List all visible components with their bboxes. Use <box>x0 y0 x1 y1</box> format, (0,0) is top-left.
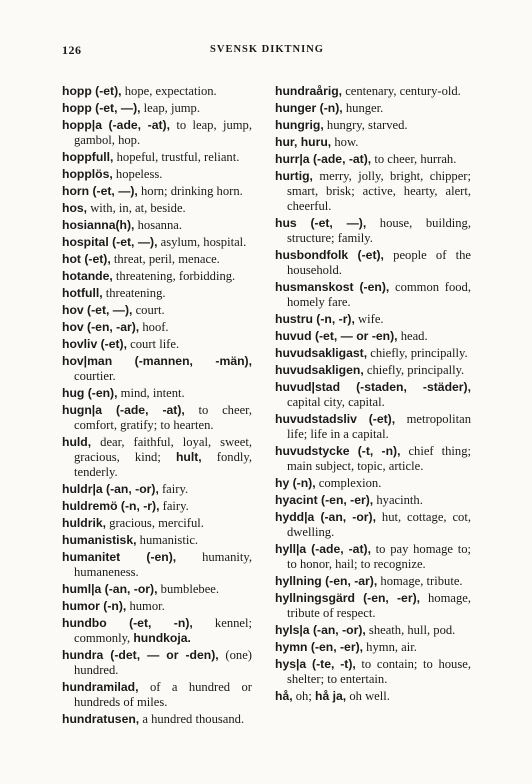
headword: hurtig, <box>275 169 313 183</box>
headword: hustru (-n, -r), <box>275 312 355 326</box>
headword: husbondfolk (-et), <box>275 248 384 262</box>
headword: hundra (-det, — or -den), <box>62 648 219 662</box>
definition: fairy. <box>158 482 189 496</box>
headword: hovliv (-et), <box>62 337 128 351</box>
dictionary-entry <box>275 574 471 589</box>
dictionary-entry <box>275 493 471 508</box>
dictionary-entry <box>62 303 252 318</box>
dictionary-entry <box>62 320 252 335</box>
headword: husmanskost (-en), <box>275 280 390 294</box>
dictionary-entry <box>275 346 471 361</box>
definition: with, in, at, beside. <box>87 201 186 215</box>
running-title: SVENSK DIKTNING <box>210 44 324 55</box>
definition: to cheer, comfort, gratify; to hearten. <box>74 403 252 432</box>
headword: hopp (-et, —), <box>62 101 141 115</box>
dictionary-entry <box>62 648 252 678</box>
definition: dear, faithful, loyal, sweet, gracious, kind; <box>74 435 252 464</box>
headword: hyllning (-en, -ar), <box>275 574 378 588</box>
headword: hy (-n), <box>275 476 316 490</box>
headword: huvudsakligast, <box>275 346 368 360</box>
dictionary-entry <box>62 235 252 250</box>
dictionary-entry <box>62 252 252 267</box>
dictionary-entry <box>62 118 252 148</box>
dictionary-entry <box>62 582 252 597</box>
dictionary-entry <box>62 516 252 531</box>
headword: huvudstycke (-t, -n), <box>275 444 401 458</box>
dictionary-entry <box>275 329 471 344</box>
dictionary-entry <box>62 218 252 233</box>
definition: oh; <box>292 689 315 703</box>
dictionary-entry <box>62 599 252 614</box>
headword: hotfull, <box>62 286 103 300</box>
definition: hut, cottage, cot, dwelling. <box>287 510 471 539</box>
dictionary-entry <box>275 216 471 246</box>
dictionary-entry <box>275 152 471 167</box>
dictionary-entry <box>275 510 471 540</box>
headword: huvud|stad (-staden, -städer), <box>275 380 471 394</box>
dictionary-entry <box>62 680 252 710</box>
definition-continued: fondly, tenderly. <box>74 450 252 479</box>
headword: huldr|a (-an, -or), <box>62 482 159 496</box>
headword: hur, huru, <box>275 135 332 149</box>
dictionary-entry <box>62 386 252 401</box>
definition: hoof. <box>139 320 169 334</box>
headword: hus (-et, —), <box>275 216 367 230</box>
definition: of a hundred or hundreds of miles. <box>74 680 252 709</box>
definition: leap, jump. <box>140 101 200 115</box>
dictionary-entry <box>275 591 471 621</box>
definition: horn; drinking horn. <box>137 184 243 198</box>
headword: huvudsakligen, <box>275 363 364 377</box>
definition: to pay homage to; to honor, hail; to recognize. <box>287 542 471 571</box>
dictionary-entry <box>62 482 252 497</box>
definition: wife. <box>354 312 384 326</box>
headword: huvud (-et, — or -en), <box>275 329 398 343</box>
definition: house, building, structure; family. <box>287 216 471 245</box>
headword: hyacint (-en, -er), <box>275 493 374 507</box>
definition: gracious, merciful. <box>106 516 204 530</box>
headword: hotande, <box>62 269 113 283</box>
dictionary-entry <box>62 269 252 284</box>
definition: head. <box>397 329 428 343</box>
definition: merry, jolly, bright, chipper; smart, brisk; active, hearty, alert, cheerful. <box>287 169 471 213</box>
dictionary-entry <box>275 640 471 655</box>
headword: hopp|a (-ade, -at), <box>62 118 170 132</box>
dictionary-entry <box>275 84 471 99</box>
headword: humor (-n), <box>62 599 127 613</box>
headword: hyllningsgärd (-en, -er), <box>275 591 421 605</box>
definition: bumblebee. <box>157 582 220 596</box>
dictionary-entry <box>275 657 471 687</box>
dictionary-entry <box>62 101 252 116</box>
definition: hopeless. <box>112 167 163 181</box>
headword: hundratusen, <box>62 712 140 726</box>
headword-variant: hå ja, <box>315 689 347 703</box>
headword: hunger (-n), <box>275 101 343 115</box>
headword: hungrig, <box>275 118 324 132</box>
dictionary-entry <box>62 499 252 514</box>
definition: to contain; to house, shelter; to entertain. <box>287 657 471 686</box>
dictionary-entry <box>275 623 471 638</box>
headword-variant: hundkoja. <box>133 631 191 645</box>
dictionary-entry <box>275 444 471 474</box>
definition: to cheer, hurrah. <box>371 152 457 166</box>
page-header <box>62 43 472 61</box>
definition: threat, peril, menace. <box>110 252 220 266</box>
dictionary-entry <box>62 150 252 165</box>
dictionary-entry <box>62 184 252 199</box>
definition: courtier. <box>74 369 116 383</box>
headword: huldrik, <box>62 516 107 530</box>
dictionary-entry <box>275 118 471 133</box>
definition: court. <box>132 303 165 317</box>
dictionary-entry <box>62 354 252 384</box>
headword: huvudstadsliv (-et), <box>275 412 396 426</box>
dictionary-entry <box>62 286 252 301</box>
headword: hov (-et, —), <box>62 303 133 317</box>
headword: hov (-en, -ar), <box>62 320 140 334</box>
dictionary-entry <box>62 403 252 433</box>
headword: hopplös, <box>62 167 113 181</box>
dictionary-entry <box>62 533 252 548</box>
definition: centenary, century-old. <box>342 84 461 98</box>
headword: horn (-et, —), <box>62 184 138 198</box>
left-column <box>62 84 252 729</box>
definition: asylum, hospital. <box>157 235 247 249</box>
dictionary-entry <box>275 412 471 442</box>
headword: hug (-en), <box>62 386 118 400</box>
dictionary-entry <box>275 689 471 704</box>
headword: hos, <box>62 201 88 215</box>
headword: hyll|a (-ade, -at), <box>275 542 371 556</box>
definition: (one) hundred. <box>74 648 252 677</box>
dictionary-entry <box>62 84 252 99</box>
headword: huldremö (-n, -r), <box>62 499 160 513</box>
definition: hymn, air. <box>363 640 417 654</box>
definition: complexion. <box>315 476 382 490</box>
headword: hov|man (-mannen, -män), <box>62 354 252 368</box>
dictionary-entry <box>62 712 252 727</box>
dictionary-entry <box>275 101 471 116</box>
headword: hosianna(h), <box>62 218 135 232</box>
headword: hå, <box>275 689 293 703</box>
definition: sheath, hull, pod. <box>365 623 456 637</box>
dictionary-entry <box>275 312 471 327</box>
dictionary-entry <box>275 380 471 410</box>
definition: humanity, humaneness. <box>74 550 252 579</box>
headword: hundbo (-et, -n), <box>62 616 193 630</box>
definition: chiefly, principally. <box>367 346 468 360</box>
definition: humanistic. <box>136 533 199 547</box>
definition: hopeful, trustful, reliant. <box>113 150 240 164</box>
headword: hundramilad, <box>62 680 139 694</box>
dictionary-entry <box>275 476 471 491</box>
definition: people of the household. <box>287 248 471 277</box>
headword: humanitet (-en), <box>62 550 177 564</box>
definition: chiefly, principally. <box>363 363 465 377</box>
definition: to leap, jump, gambol, hop. <box>74 118 252 147</box>
headword: hymn (-en, -er), <box>275 640 364 654</box>
headword: hoppfull, <box>62 150 114 164</box>
definition: homage, tribute of respect. <box>287 591 471 620</box>
definition: hosanna. <box>134 218 183 232</box>
dictionary-entry <box>62 616 252 646</box>
definition-continued: oh well. <box>346 689 390 703</box>
headword: hyls|a (-an, -or), <box>275 623 366 637</box>
definition: court life. <box>127 337 180 351</box>
definition: hungry, starved. <box>323 118 408 132</box>
headword: huml|a (-an, -or), <box>62 582 158 596</box>
headword: hot (-et), <box>62 252 111 266</box>
definition: a hundred thousand. <box>139 712 245 726</box>
definition: threatening. <box>102 286 166 300</box>
headword: huld, <box>62 435 92 449</box>
dictionary-entry <box>62 201 252 216</box>
definition: fairy. <box>159 499 189 513</box>
headword: hys|a (-te, -t), <box>275 657 356 671</box>
definition: capital city, capital. <box>287 395 385 409</box>
definition: how. <box>331 135 359 149</box>
definition: humor. <box>126 599 165 613</box>
headword: hundraårig, <box>275 84 343 98</box>
definition: hyacinth. <box>373 493 423 507</box>
dictionary-entry <box>275 280 471 310</box>
headword: hopp (-et), <box>62 84 122 98</box>
headword: hugn|a (-ade, -at), <box>62 403 185 417</box>
definition: mind, intent. <box>117 386 185 400</box>
headword: hospital (-et, —), <box>62 235 158 249</box>
headword-variant: hult, <box>175 450 202 464</box>
dictionary-entry <box>62 435 252 480</box>
dictionary-entry <box>62 167 252 182</box>
definition: metropolitan life; life in a capital. <box>287 412 471 441</box>
dictionary-entry <box>275 248 471 278</box>
headword: hydd|a (-an, -or), <box>275 510 376 524</box>
dictionary-entry <box>275 363 471 378</box>
dictionary-entry <box>275 169 471 214</box>
right-column <box>275 84 471 706</box>
definition: hunger. <box>342 101 384 115</box>
dictionary-entry <box>275 135 471 150</box>
definition: chief thing; main subject, topic, article. <box>287 444 471 473</box>
definition: common food, homely fare. <box>287 280 471 309</box>
dictionary-entry <box>62 550 252 580</box>
definition: hope, expectation. <box>121 84 217 98</box>
dictionary-entry <box>62 337 252 352</box>
headword: hurr|a (-ade, -at), <box>275 152 372 166</box>
headword: humanistisk, <box>62 533 137 547</box>
dictionary-entry <box>275 542 471 572</box>
definition: kennel; commonly, <box>74 616 252 645</box>
definition: homage, tribute. <box>377 574 463 588</box>
page-number: 126 <box>62 43 82 57</box>
definition: threatening, forbidding. <box>112 269 236 283</box>
